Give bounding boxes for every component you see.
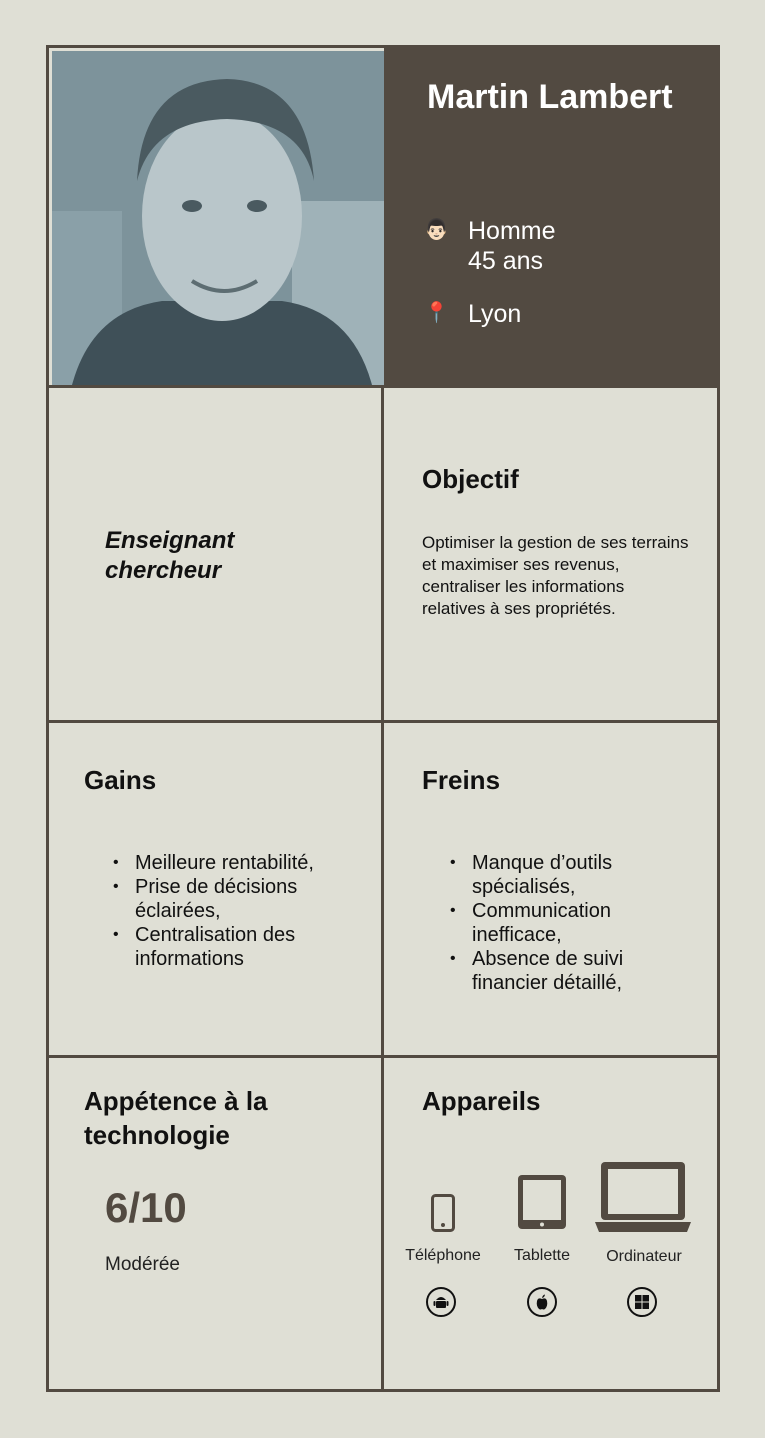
freins-title: Freins: [422, 765, 501, 795]
persona-name: Martin Lambert: [427, 78, 673, 116]
gains-list: [113, 851, 343, 971]
tech-score: 6/10: [105, 1184, 187, 1231]
tech-cell: [49, 1058, 381, 1389]
age-text: 45 ans: [468, 247, 544, 275]
windows-icon: [627, 1287, 657, 1317]
list-item: • Communication inefficace,: [450, 899, 670, 947]
role-cell: [49, 388, 381, 720]
device-label: Ordinateur: [606, 1248, 682, 1265]
profile-header: [384, 48, 720, 385]
profile-photo: [52, 51, 384, 385]
device-label: Tablette: [513, 1247, 571, 1264]
laptop-icon: [595, 1160, 691, 1234]
pushpin-icon: 📍: [424, 302, 449, 324]
gains-title: Gains: [84, 765, 157, 795]
devices-title: Appareils: [422, 1086, 541, 1116]
android-icon: [426, 1287, 456, 1317]
list-item: • Manque d’outils spécialisés,: [450, 851, 670, 899]
objective-title: Objectif: [422, 464, 519, 494]
list-item: • Absence de suivi financier détaillé,: [450, 947, 670, 995]
list-item: • Prise de décisions éclairées,: [113, 875, 343, 923]
phone-icon: [431, 1194, 455, 1232]
device-label: Téléphone: [405, 1247, 481, 1264]
list-item: • Meilleure rentabilité,: [113, 851, 343, 875]
gender-text: Homme: [468, 217, 556, 245]
apple-icon: [527, 1287, 557, 1317]
freins-list: [450, 851, 670, 995]
portrait-illustration: [52, 51, 384, 385]
tech-title: Appétence à la technologie: [84, 1086, 268, 1150]
city-text: Lyon: [468, 300, 522, 328]
job-title: Enseignant chercheur: [105, 527, 235, 584]
devices-cell: [384, 1058, 717, 1389]
tech-level: Modérée: [105, 1254, 180, 1275]
objective-text: Optimiser la gestion de ses terrains et maximiser ses revenus, centraliser les informations relatives à ses propriétés.: [422, 533, 689, 618]
man-face-icon: 👨🏻: [424, 219, 449, 241]
persona-card: [46, 45, 720, 1392]
tablet-icon: [516, 1173, 568, 1231]
gains-cell: [49, 723, 381, 1055]
list-item: • Centralisation des informations: [113, 923, 343, 971]
freins-cell: [384, 723, 717, 1055]
objective-cell: [384, 388, 717, 720]
